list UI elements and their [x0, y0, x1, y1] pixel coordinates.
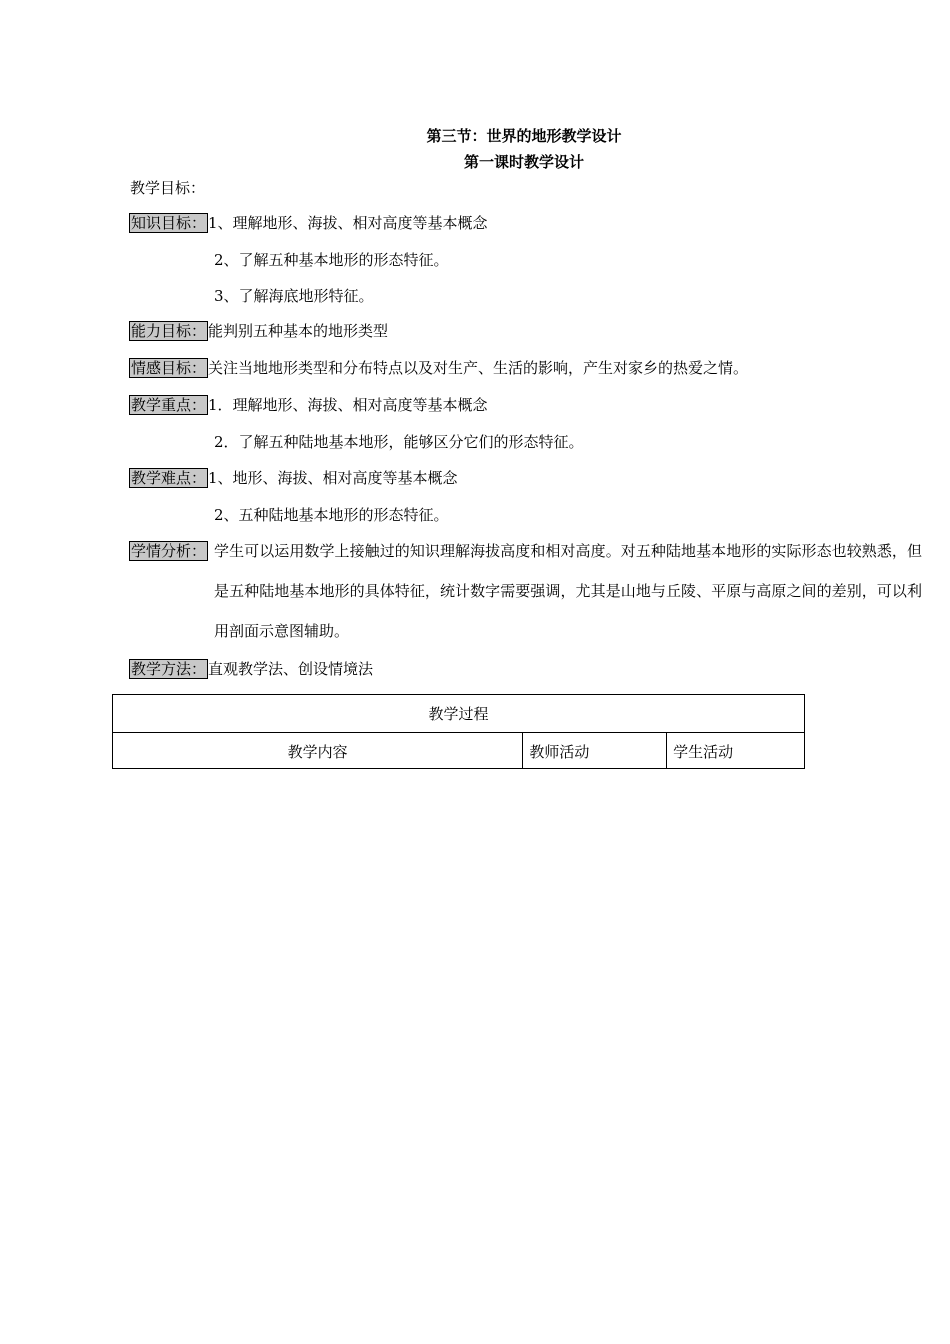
analysis-tag-row [129, 541, 208, 561]
teaching-process-table [112, 694, 805, 769]
table-header-cell: 教学过程 [113, 695, 805, 733]
knowledge-goal-tag: 知识目标： [131, 214, 207, 232]
page-subtitle: 第一课时教学设计 [463, 153, 584, 171]
page-title: 第三节：世界的地形教学设计 [426, 127, 622, 145]
column-header-teacher: 教师活动 [523, 733, 667, 769]
key-points-row [129, 395, 488, 415]
methods-text: 直观教学法、创设情境法 [208, 660, 374, 678]
objectives-heading: 教学目标： [130, 179, 206, 197]
difficulty-item: 1、地形、海拔、相对高度等基本概念 [208, 469, 458, 487]
analysis-text: 学生可以运用数学上接触过的知识理解海拔高度和相对高度。对五种陆地基本地形的实际形态也较熟悉，但是五种陆地基本地形的具体特征，统计数字需要强调，尤其是山地与丘陵、平原与高原之间的差别，可以利用剖面示意图辅助。 [214, 542, 922, 640]
ability-goal-row [129, 321, 388, 341]
knowledge-goal-item: 2、了解五种基本地形的形态特征。 [214, 251, 449, 269]
difficulties-tag: 教学难点： [131, 469, 207, 487]
difficulty-item: 2、五种陆地基本地形的形态特征。 [214, 506, 449, 524]
methods-row [129, 659, 373, 679]
key-point-item: 1．理解地形、海拔、相对高度等基本概念 [208, 396, 488, 414]
table-row [113, 695, 805, 733]
key-point-item: 2．了解五种陆地基本地形，能够区分它们的形态特征。 [214, 433, 584, 451]
knowledge-goal-item: 3、了解海底地形特征。 [214, 287, 374, 305]
ability-goal-tag: 能力目标： [131, 322, 207, 340]
emotion-goal-text: 关注当地地形类型和分布特点以及对生产、生活的影响，产生对家乡的热爱之情。 [208, 359, 749, 377]
table-row [113, 733, 805, 769]
ability-goal-text: 能判别五种基本的地形类型 [208, 322, 389, 340]
key-points-tag: 教学重点： [131, 396, 207, 414]
knowledge-goal-item: 1、理解地形、海拔、相对高度等基本概念 [208, 214, 488, 232]
emotion-goal-row [129, 358, 748, 378]
emotion-goal-tag: 情感目标： [131, 359, 207, 377]
column-header-student: 学生活动 [667, 733, 805, 769]
column-header-content: 教学内容 [113, 733, 523, 769]
methods-tag: 教学方法： [131, 660, 207, 678]
analysis-tag: 学情分析： [131, 542, 207, 560]
difficulties-row [129, 468, 458, 488]
knowledge-goal-row [129, 213, 488, 233]
